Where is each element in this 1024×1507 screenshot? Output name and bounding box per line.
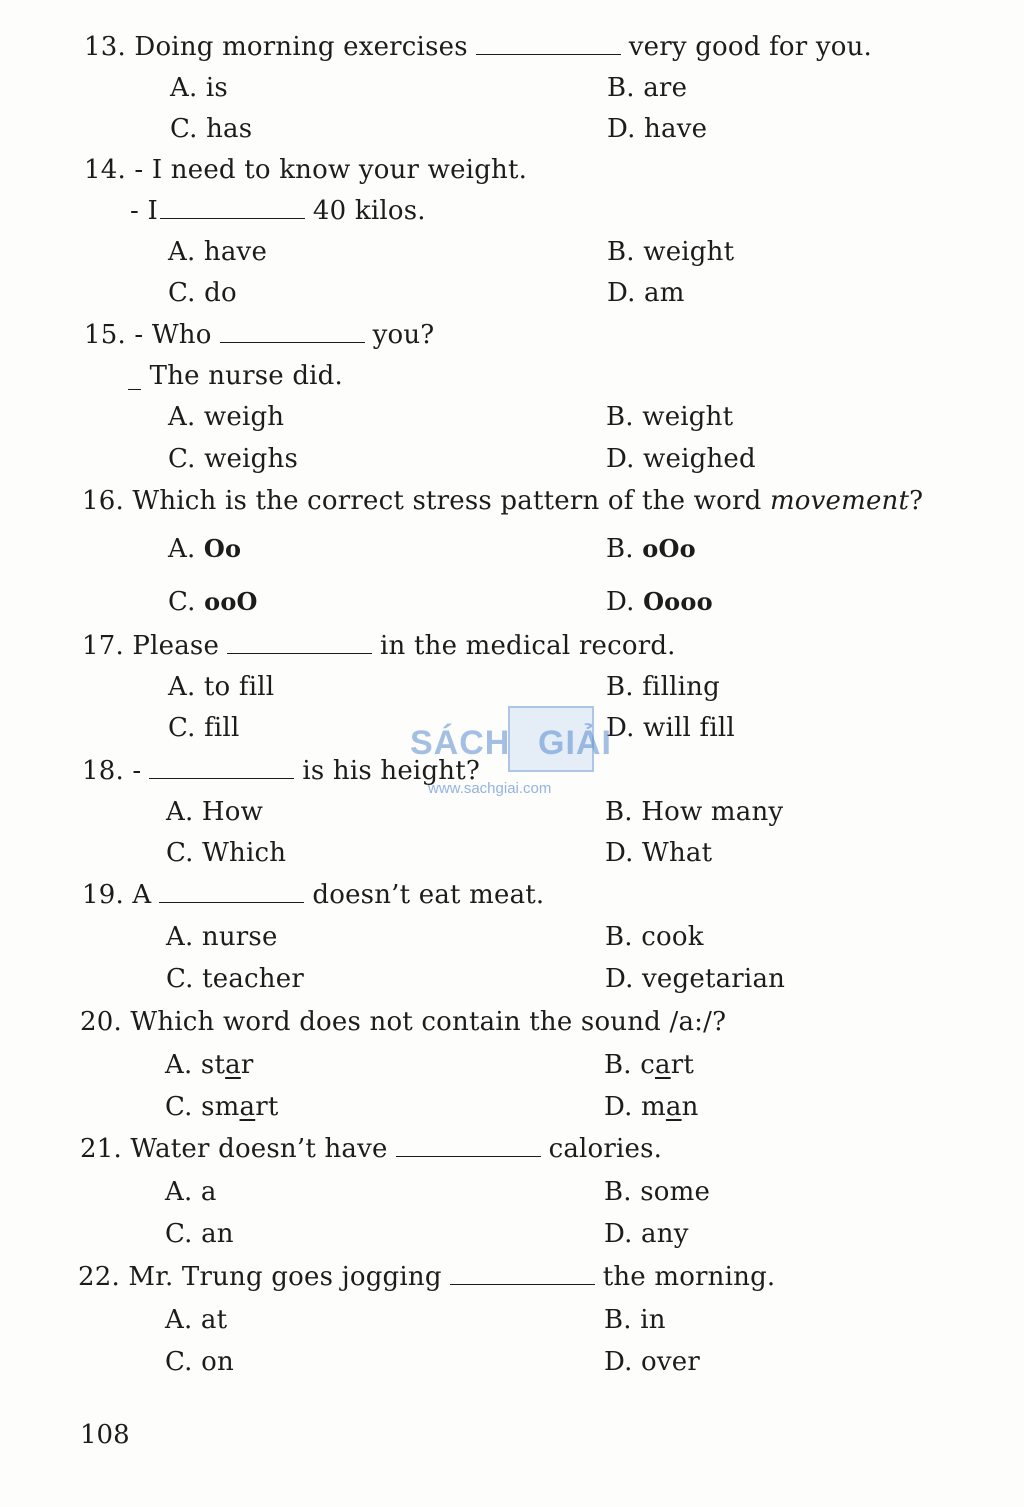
q19-option-d: D. vegetarian [605,964,786,994]
q13-blank [476,30,621,55]
q22-stem-text: 22. Mr. Trung goes jogging [78,1262,442,1292]
q16-stem-text: 16. Which is the correct stress pattern of the word [82,486,770,516]
q19-option-c: C. teacher [166,964,304,994]
q14-option-a: A. have [168,237,268,267]
q18-option-d: D. What [605,838,713,868]
q21-option-c: C. an [165,1219,234,1249]
q16-option-a [168,532,241,566]
q20-option-b [604,1048,694,1082]
q20-a-pre: A. st [165,1050,226,1080]
q17-option-c: C. fill [168,713,240,743]
q15-stem-end: you? [372,320,435,350]
q19-option-b: B. cook [605,922,704,952]
q14-line2-end: 40 kilos. [312,196,426,226]
page-number: 108 [80,1420,130,1450]
q13-stem-text: 13. Doing morning exercises [84,32,468,62]
q20-c-post: rt [255,1092,279,1122]
q22-option-a: A. at [165,1305,228,1335]
q20-stem: 20. Which word does not contain the sound /a:/? [80,1007,727,1037]
q19-blank [159,878,304,903]
q20-option-a [165,1048,253,1082]
q21-stem-text: 21. Water doesn’t have [80,1134,388,1164]
q16-stem-end: ? [909,486,924,516]
q16-d-prefix: D. [606,587,644,617]
q20-b-pre: B. c [604,1050,655,1080]
q14-option-c: C. do [168,278,237,308]
q14-option-b: B. weight [607,237,735,267]
q19-stem-text: 19. A [82,880,152,910]
q16-option-c [168,585,258,619]
q16-b-pattern: oOo [642,534,696,563]
q22-option-b: B. in [604,1305,666,1335]
watermark-url: www.sachgiai.com [428,780,552,797]
q20-b-post: rt [670,1050,694,1080]
q20-c-underlined: a [239,1092,256,1122]
q18-option-c: C. Which [166,838,287,868]
q13-option-d: D. have [607,114,708,144]
q22-option-d: D. over [604,1347,701,1377]
q20-a-post: r [240,1050,254,1080]
q16-a-pattern: Oo [203,534,242,563]
q18-stem [82,754,480,788]
q18-stem-end: is his height? [302,756,481,786]
q17-option-d: D. will fill [606,713,735,743]
q16-d-pattern: Oooo [643,587,713,616]
q17-blank [227,629,372,654]
q20-b-underlined: a [655,1050,671,1080]
q17-stem-end: in the medical record. [380,631,676,661]
q20-d-post: n [681,1092,699,1122]
q13-option-c: C. has [170,114,253,144]
q19-stem-end: doesn’t eat meat. [312,880,545,910]
q21-option-b: B. some [604,1177,711,1207]
q13-stem [84,30,872,64]
q20-option-d [604,1090,699,1124]
q14-blank [160,194,305,219]
q20-d-underlined: a [665,1092,682,1122]
watermark-box [508,706,594,772]
watermark-brand-part2: GIẢI [538,724,612,762]
q17-stem [82,629,676,663]
q15-line2: _ The nurse did. [128,361,343,391]
q14-line2 [130,194,426,228]
q16-option-d [606,585,713,619]
q13-option-a: A. is [170,73,228,103]
q15-blank [220,318,365,343]
q20-d-pre: D. m [604,1092,666,1122]
q16-a-prefix: A. [168,534,204,564]
q21-stem [80,1132,662,1166]
q15-option-d: D. weighed [606,444,756,474]
q22-stem [78,1260,775,1294]
q19-stem [82,878,544,912]
q18-option-b: B. How many [605,797,784,827]
q21-option-a: A. a [165,1177,217,1207]
q22-stem-end: the morning. [602,1262,776,1292]
q14-option-d: D. am [607,278,685,308]
q17-stem-text: 17. Please [82,631,220,661]
q20-option-c [165,1090,278,1124]
q20-c-pre: C. sm [165,1092,240,1122]
q16-stem [82,484,923,518]
q16-c-pattern: ooO [204,587,258,616]
q16-option-b [606,532,696,566]
q15-option-c: C. weighs [168,444,298,474]
q17-option-b: B. filling [606,672,720,702]
q18-blank [149,754,294,779]
q18-stem-text: 18. - [82,756,142,786]
q16-c-prefix: C. [168,587,205,617]
q21-option-d: D. any [604,1219,689,1249]
q16-b-prefix: B. [606,534,643,564]
q17-option-a: A. to fill [168,672,275,702]
q20-a-underlined: a [225,1050,241,1080]
q15-option-b: B. weight [606,402,734,432]
watermark-brand-part1: SÁCH [410,724,511,762]
q21-blank [396,1132,541,1157]
q18-option-a: A. How [166,797,264,827]
q14-line2-text: - I [130,196,158,226]
q14-stem: 14. - I need to know your weight. [84,155,528,185]
q16-stem-word: movement [769,486,910,516]
q22-blank [450,1260,595,1285]
q13-option-b: B. are [607,73,688,103]
q15-stem [84,318,434,352]
q13-stem-end: very good for you. [628,32,872,62]
q15-option-a: A. weigh [168,402,285,432]
q19-option-a: A. nurse [166,922,278,952]
q22-option-c: C. on [165,1347,234,1377]
q21-stem-end: calories. [548,1134,663,1164]
q15-stem-text: 15. - Who [84,320,212,350]
